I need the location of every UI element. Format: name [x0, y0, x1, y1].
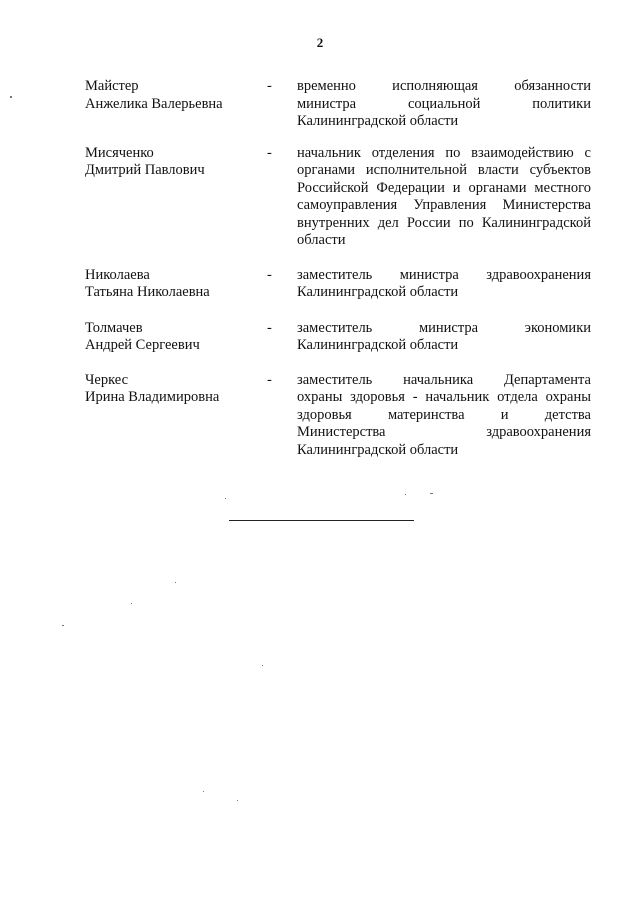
surname: Черкес: [85, 371, 129, 388]
surname: Толмачев: [85, 319, 143, 336]
scan-speck: [175, 582, 176, 583]
given-name: Анжелика Валерьевна: [85, 95, 223, 112]
position-line: заместитель министра здравоохранения: [297, 266, 591, 283]
position-line: области: [297, 232, 346, 248]
list-item: [85, 78, 591, 131]
given-name: Ирина Владимировна: [85, 389, 220, 405]
members-list: [85, 78, 591, 459]
scan-speck: [62, 625, 64, 626]
person-name: [85, 145, 265, 250]
position-text: [297, 78, 591, 131]
position-line: Министерства здравоохранения: [297, 424, 591, 440]
given-name: Андрей Сергеевич: [85, 337, 200, 353]
dash-separator: -: [267, 144, 272, 161]
position-line: Калининградской области: [297, 284, 459, 300]
position-line: здоровья материнства и детства: [297, 406, 591, 423]
page-number: 2: [316, 35, 324, 50]
position-line: начальник отделения по взаимодействию с: [297, 144, 591, 161]
given-name: Татьяна Николаевна: [85, 284, 210, 300]
surname: Мисяченко: [85, 144, 154, 161]
scan-speck: [237, 800, 238, 801]
position-line: заместитель министра экономики: [297, 319, 591, 336]
position-text: [297, 267, 591, 302]
position-line: Калининградской области: [297, 441, 459, 458]
person-name: [85, 372, 265, 460]
position-line: Калининградской области: [297, 113, 459, 129]
dash-separator: -: [267, 371, 272, 388]
position-text: [297, 145, 591, 250]
position-text: [297, 372, 591, 460]
position-line: органами исполнительной власти субъектов: [297, 162, 591, 178]
surname: Майстер: [85, 78, 139, 94]
person-name: [85, 267, 265, 302]
position-line: внутренних дел России по Калининградской: [297, 214, 591, 231]
dash-separator: -: [267, 266, 272, 283]
surname: Николаева: [85, 266, 150, 283]
position-line: охраны здоровья - начальник отдела охраны: [297, 389, 591, 405]
position-line: Российской Федерации и органами местного: [297, 179, 591, 196]
position-line: временно исполняющая обязанности: [297, 78, 591, 94]
scan-speck: [10, 96, 12, 98]
given-name: Дмитрий Павлович: [85, 162, 205, 178]
position-text: [297, 320, 591, 355]
person-name: [85, 320, 265, 355]
list-item: [85, 372, 591, 460]
list-item: [85, 320, 591, 355]
scan-speck: [131, 603, 132, 604]
list-item: [85, 267, 591, 302]
position-line: министра социальной политики: [297, 95, 591, 112]
closing-rule: [229, 520, 414, 521]
scan-speck: [225, 498, 226, 499]
dash-separator: -: [267, 78, 272, 94]
scan-speck: [262, 665, 263, 666]
scan-speck: [203, 791, 204, 792]
scan-speck: [430, 493, 433, 494]
scan-speck: [405, 494, 406, 495]
position-line: Калининградской области: [297, 337, 459, 353]
person-name: [85, 78, 265, 131]
position-line: самоуправления Управления Министерства: [297, 197, 591, 213]
position-line: заместитель начальника Департамента: [297, 371, 591, 388]
dash-separator: -: [267, 319, 272, 336]
list-item: [85, 145, 591, 250]
